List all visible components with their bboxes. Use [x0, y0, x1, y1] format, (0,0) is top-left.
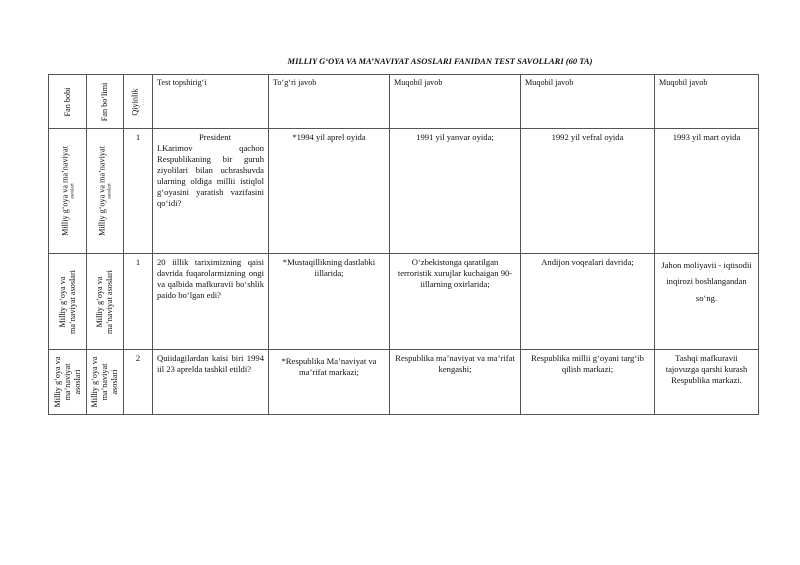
header-qiyinlik: Qiyinlik . . .	[124, 75, 153, 129]
table-row	[49, 254, 759, 350]
header-row	[49, 75, 759, 129]
row-alt-answer-3: Tashqi mafkuravii tajovuzga qarshi kurash Respublika markazi.	[655, 350, 759, 415]
row-fan-bolimi: Milliy g‘oya va ma’naviyat asoslari	[87, 129, 124, 254]
table-row	[49, 350, 759, 415]
header-muqobil-javob-3: Muqobil javob	[655, 75, 759, 129]
row-fan-bobi: Milliy g‘oya va ma’naviyat asoslari	[49, 254, 87, 350]
header-muqobil-javob-2: Muqobil javob	[521, 75, 655, 129]
row-alt-answer-1: O‘zbekistonga qaratilgan terroristik xurujlar kuchaigan 90-iillarning oxirlarida;	[390, 254, 521, 350]
table-row	[49, 129, 759, 254]
row-alt-answer-1: Respublika ma’naviyat va ma’rifat kengashi;	[390, 350, 521, 415]
row-alt-answer-2: 1992 yil vefral oyida	[521, 129, 655, 254]
header-togri-javob: To‘g‘ri javob	[269, 75, 390, 129]
header-fan-bobi: Fan bobi	[49, 75, 87, 129]
row-fan-bolimi: Milliy g‘oya va ma’naviyat asoslari	[87, 350, 124, 415]
document-title: MILLIY G‘OYA VA MA’NAVIYAT ASOSLARI FANIDAN TEST SAVOLLARI (60 TA)	[287, 56, 593, 66]
header-fan-bolimi: Fan bo‘limi	[87, 75, 124, 129]
row-alt-answer-2: Respublika millii g‘oyani targ‘ib qilish markazi;	[521, 350, 655, 415]
row-correct-answer: *Mustaqillikning dastlabki iillarida;	[269, 254, 390, 350]
row-fan-bobi: Milliy g‘oya va ma’naviyat asoslari	[49, 350, 87, 415]
row-test-question: President I.Karimov qachon Respublikaning bir guruh ziyolilari bilan uchrashuvda ularning oldiga millii istiqlol g‘oyasini yaratish vazifasini qo‘idi?	[153, 129, 269, 254]
row-alt-answer-1: 1991 yil yanvar oyida;	[390, 129, 521, 254]
row-correct-answer: *1994 yil aprel oyida	[269, 129, 390, 254]
row-correct-answer: *Respublika Ma’naviyat va ma’rifat markazi;	[269, 350, 390, 415]
row-alt-answer-3: Jahon moliyavii - iqtisodii inqirozi boshlangandan so‘ng.	[655, 254, 759, 350]
test-questions-table	[48, 74, 759, 415]
row-qiyinlik: 2	[124, 350, 153, 415]
row-alt-answer-3: 1993 yil mart oyida	[655, 129, 759, 254]
header-test: Test topshirig‘i	[153, 75, 269, 129]
row-fan-bolimi: Milliy g‘oya va ma’naviyat asoslari	[87, 254, 124, 350]
row-qiyinlik: 1	[124, 129, 153, 254]
row-alt-answer-2: Andijon voqealari davrida;	[521, 254, 655, 350]
header-muqobil-javob-1: Muqobil javob	[390, 75, 521, 129]
row-qiyinlik: 1	[124, 254, 153, 350]
row-fan-bobi: Milliy g‘oya va ma’naviyat asoslari	[49, 129, 87, 254]
row-test-question: Quiidagilardan kaisi biri 1994 iil 23 aprelda tashkil etildi?	[153, 350, 269, 415]
row-test-question: 20 iillik tariximizning qaisi davrida fuqarolarmizning ongi va qalbida mafkuravii bo‘shlik paido bo‘lgan edi?	[153, 254, 269, 350]
